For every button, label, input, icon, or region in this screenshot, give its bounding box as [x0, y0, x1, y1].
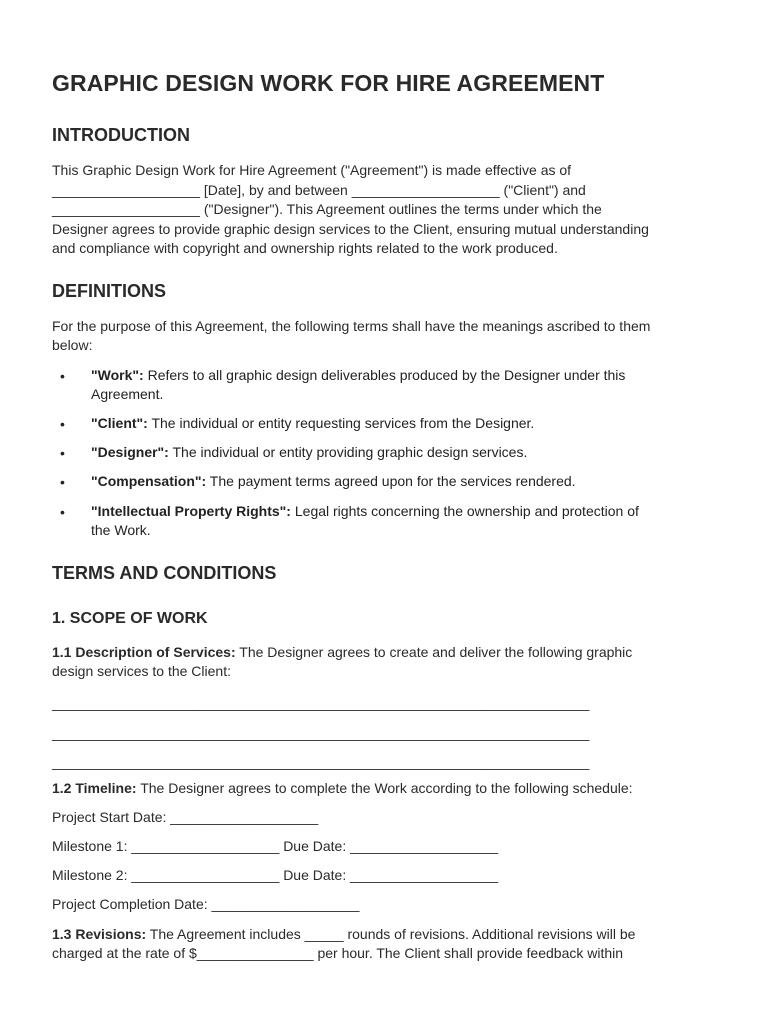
bullet-icon: • — [60, 368, 65, 384]
terms-heading: TERMS AND CONDITIONS — [52, 563, 277, 583]
definition-item-work-cont: Agreement. — [91, 386, 164, 402]
section-1-1-cont: design services to the Client: — [52, 663, 231, 679]
introduction-heading: INTRODUCTION — [52, 125, 190, 145]
definition-term: "Designer": — [91, 444, 169, 460]
definition-text: The payment terms agreed upon for the services rendered. — [206, 473, 576, 489]
intro-line-4: Designer agrees to provide graphic design services to the Client, ensuring mutual understanding — [52, 221, 649, 237]
services-blank-line-1[interactable]: _____________________________________________________________________ — [52, 695, 590, 711]
definition-term: "Work": — [91, 367, 144, 383]
bullet-icon: • — [60, 504, 65, 520]
section-text: The Agreement includes _____ rounds of revisions. Additional revisions will be — [146, 926, 636, 942]
definition-item-designer — [91, 442, 527, 462]
definition-item-ip-rights — [91, 501, 639, 521]
bullet-icon: • — [60, 445, 65, 461]
definition-text: The individual or entity providing graphic design services. — [168, 444, 528, 460]
section-label: 1.2 Timeline: — [52, 780, 137, 796]
milestone-2-field[interactable]: Milestone 2: ___________________ Due Date: ___________________ — [52, 867, 499, 883]
bullet-icon: • — [60, 474, 65, 490]
definitions-intro-line-2: below: — [52, 337, 93, 353]
definition-item-compensation — [91, 471, 576, 491]
section-label: 1.1 Description of Services: — [52, 644, 236, 660]
bullet-icon: • — [60, 416, 65, 432]
intro-line-1: This Graphic Design Work for Hire Agreement ("Agreement") is made effective as of — [52, 162, 572, 178]
definition-text: Refers to all graphic design deliverables produced by the Designer under this — [143, 367, 626, 383]
definition-term: "Client": — [91, 415, 148, 431]
section-1-1-line — [52, 642, 632, 662]
definition-item-ip-rights-cont: the Work. — [91, 522, 151, 538]
section-1-3-cont: charged at the rate of $_______________ per hour. The Client shall provide feedback within — [52, 945, 624, 961]
definitions-heading: DEFINITIONS — [52, 281, 167, 301]
services-blank-line-2[interactable]: _____________________________________________________________________ — [52, 725, 590, 741]
project-start-date-field[interactable]: Project Start Date: ___________________ — [52, 809, 319, 825]
section-label: 1.3 Revisions: — [52, 926, 147, 942]
intro-line-5: and compliance with copyright and ownership rights related to the work produced. — [52, 240, 558, 256]
section-text: The Designer agrees to complete the Work according to the following schedule: — [136, 780, 633, 796]
document-title: GRAPHIC DESIGN WORK FOR HIRE AGREEMENT — [52, 70, 605, 96]
definition-text: Legal rights concerning the ownership and protection of — [290, 503, 639, 519]
section-1-3-line — [52, 924, 635, 944]
definition-item-client — [91, 413, 534, 433]
definition-text: The individual or entity requesting services from the Designer. — [147, 415, 535, 431]
intro-line-2: ___________________ [Date], by and between ___________________ ("Client") and — [52, 182, 586, 198]
definition-term: "Intellectual Property Rights": — [91, 503, 291, 519]
milestone-1-field[interactable]: Milestone 1: ___________________ Due Date: ___________________ — [52, 838, 499, 854]
services-blank-line-3[interactable]: _____________________________________________________________________ — [52, 754, 590, 770]
scope-of-work-heading: 1. SCOPE OF WORK — [52, 610, 208, 627]
definition-term: "Compensation": — [91, 473, 207, 489]
section-1-2-line — [52, 778, 633, 798]
intro-line-3: ___________________ ("Designer"). This Agreement outlines the terms under which the — [52, 201, 602, 217]
definitions-intro-line-1: For the purpose of this Agreement, the following terms shall have the meanings ascribed to them — [52, 318, 651, 334]
project-completion-date-field[interactable]: Project Completion Date: ___________________ — [52, 896, 360, 912]
section-text: The Designer agrees to create and deliver the following graphic — [235, 644, 633, 660]
definition-item-work — [91, 365, 625, 385]
